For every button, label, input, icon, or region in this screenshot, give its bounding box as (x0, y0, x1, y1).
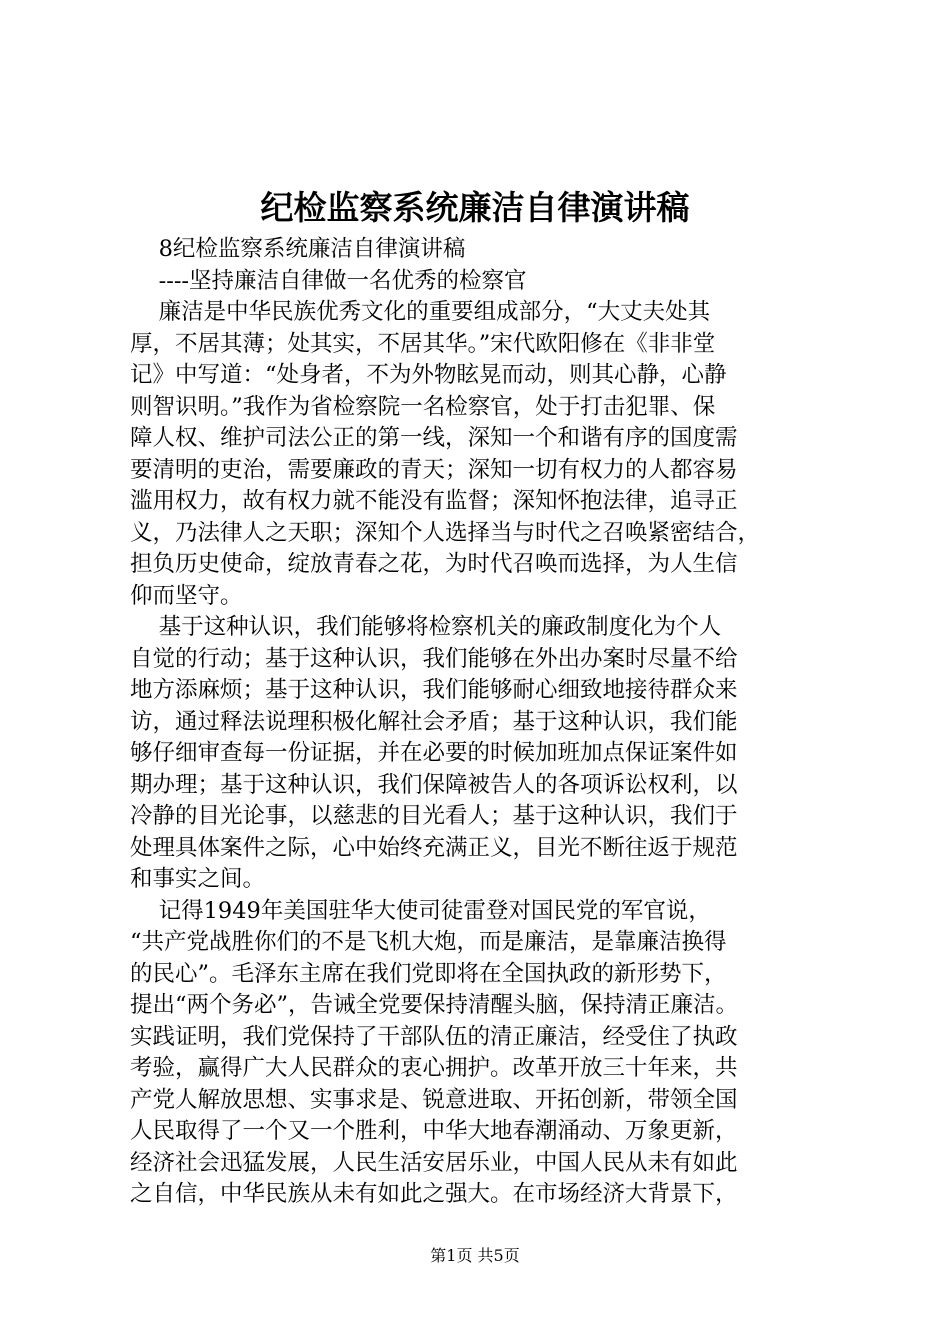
document-body (130, 234, 830, 1211)
body-line: 仰而坚守。 (130, 582, 243, 609)
body-line: 廉洁是中华民族优秀文化的重要组成部分，“大丈夫处其 (130, 299, 711, 325)
body-line: 经济社会迅猛发展，人民生活安居乐业，中国人民从未有如此 (130, 1149, 738, 1176)
body-line: 人民取得了一个又一个胜利，中华大地春潮涌动、万象更新， (130, 1118, 738, 1144)
body-line: 担负历史使命，绽放青春之花，为时代召唤而选择，为人生信 (130, 551, 738, 577)
body-line: 记》中写道：“处身者，不为外物眩晃而动，则其心静，心静 (130, 362, 727, 388)
body-line: 考验，赢得广大人民群众的衷心拥护。改革开放三十年来，共 (130, 1055, 738, 1081)
body-line: 厚，不居其薄；处其实，不居其华。”宋代欧阳修在《非非堂 (130, 330, 716, 357)
body-line: 要清明的吏治，需要廉政的青天；深知一切有权力的人都容易 (130, 456, 738, 483)
body-line: 够仔细审查每一份证据，并在必要的时候加班加点保证案件如 (130, 740, 738, 766)
body-line: 实践证明，我们党保持了干部队伍的清正廉洁，经受住了执政 (130, 1023, 738, 1050)
body-line: 滥用权力，故有权力就不能没有监督；深知怀抱法律，追寻正 (130, 488, 738, 514)
body-line: 处理具体案件之际，心中始终充满正义，目光不断往返于规范 (130, 834, 738, 861)
body-line: ----坚持廉洁自律做一名优秀的检察官 (130, 267, 527, 294)
body-line: 访，通过释法说理积极化解社会矛盾；基于这种认识，我们能 (130, 708, 738, 735)
body-line: 地方添麻烦；基于这种认识，我们能够耐心细致地接待群众来 (130, 677, 738, 703)
body-line: 提出“两个务必”，告诫全党要保持清醒头脑，保持清正廉洁。 (130, 992, 739, 1018)
body-line: 产党人解放思想、实事求是、锐意进取、开拓创新，带领全国 (130, 1086, 738, 1113)
body-line: 期办理；基于这种认识，我们保障被告人的各项诉讼权利，以 (130, 771, 738, 798)
document-title: 纪检监察系统廉洁自律演讲稿 (260, 188, 690, 227)
body-line: 之自信，中华民族从未有如此之强大。在市场经济大背景下， (130, 1181, 738, 1207)
body-line: 自觉的行动；基于这种认识，我们能够在外出办案时尽量不给 (130, 645, 738, 672)
body-line: 冷静的目光论事，以慈悲的目光看人；基于这种认识，我们于 (130, 803, 738, 829)
body-line: 和事实之间。 (130, 866, 266, 892)
body-line: 障人权、维护司法公正的第一线，深知一个和谐有序的国度需 (130, 425, 738, 451)
body-line: 的民心”。毛泽东主席在我们党即将在全国执政的新形势下， (130, 960, 727, 987)
body-line: 基于这种认识，我们能够将检察机关的廉政制度化为个人 (130, 614, 722, 640)
body-line: 则智识明。”我作为省检察院一名检察官，处于打击犯罪、保 (130, 393, 716, 420)
page-footer: 第1页 共5页 (430, 1246, 520, 1265)
body-line: 8纪检监察系统廉洁自律演讲稿 (130, 236, 466, 262)
body-line: 记得1949年美国驻华大使司徒雷登对国民党的军官说， (130, 897, 711, 924)
body-line: 义，乃法律人之天职；深知个人选择当与时代之召唤紧密结合， (130, 519, 761, 546)
body-line: “共产党战胜你们的不是飞机大炮，而是廉洁，是靠廉洁换得 (130, 929, 727, 955)
